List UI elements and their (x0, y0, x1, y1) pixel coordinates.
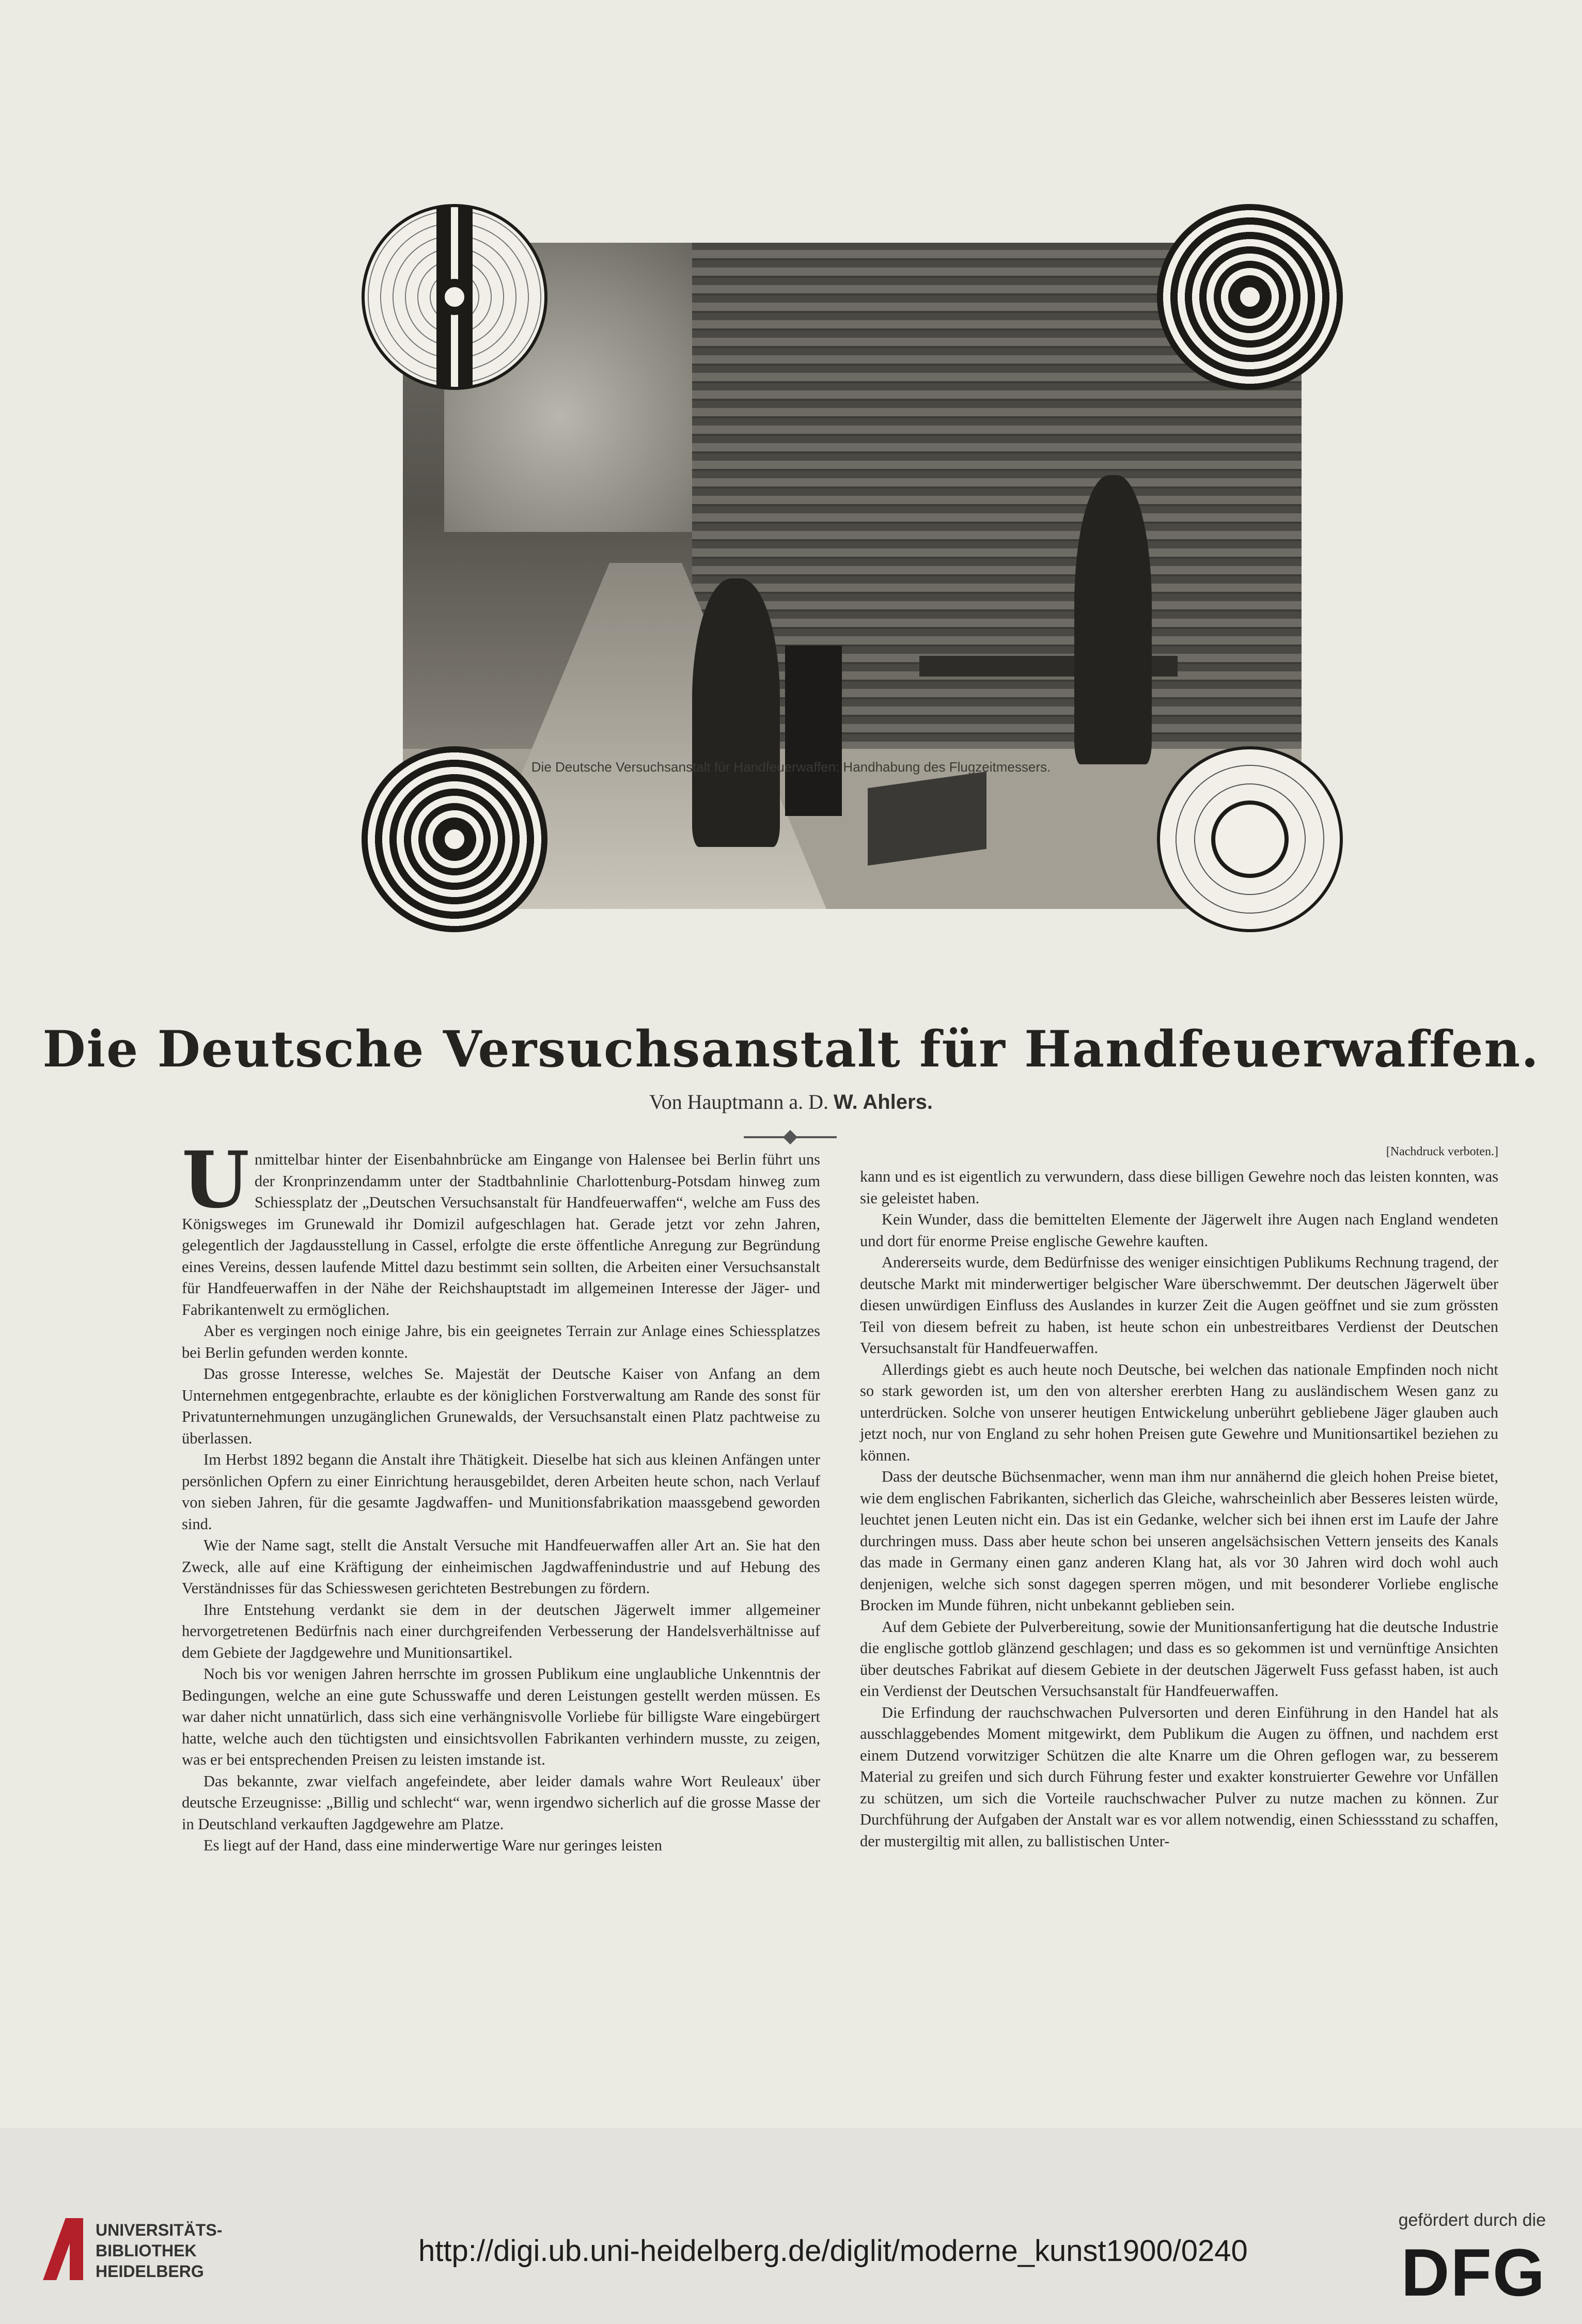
paragraph: Dass der deutsche Büchsenmacher, wenn man ihm nur annähernd die gleich hohen Preise bietet, wie dem englischen Fabrikanten, sicherlich das Gleiche, wahrscheinlich aber Besseres leisten würde, leuchtet jenen Leuten nicht ein. Das ist ein Gedanke, welcher sich bei ihnen erst im Laufe der Jahre durchringen muss. Dass aber heute schon bei unseren angelsächsischen Vettern jenseits des Kanals das made in Germany einen ganz anderen Klang hat, als vor 30 Jahren wird doch wohl auch denjenigen, welche sich sonst dagegen sperren mögen, und mit besonderer Vorliebe englische Brocken im Munde führen, nicht unbekannt geblieben sein. (860, 1468, 1498, 1614)
illustration (362, 204, 1343, 953)
paragraph: Allerdings giebt es auch heute noch Deutsche, bei welchen das nationale Empfinden noch nicht so stark geworden ist, um den von altersher ererbten Hang zu ausländischem Wesen ganz zu unterdrücken. Solche von unserer heutigen Entwickelung unberührt gebliebene Jäger glauben auch jetzt noch, nur von England zu sehr hohen Preisen gute Gewehre und Munitionsartikel beziehen zu können. (860, 1360, 1498, 1464)
article-title: Die Deutsche Versuchsanstalt für Handfeuerwaffen. (42, 1020, 1540, 1078)
dfg-logo: DFG (1401, 2235, 1546, 2310)
funded-by-label: gefördert durch die (1398, 2210, 1546, 2230)
chronograph-box (785, 646, 842, 816)
divider-ornament (744, 1136, 837, 1138)
reprint-notice: [Nachdruck verboten.] (1386, 1145, 1498, 1158)
permalink[interactable]: http://digi.ub.uni-heidelberg.de/diglit/moderne_kunst1900/0240 (418, 2234, 1248, 2268)
byline-prefix: Von Hauptmann a. D. (649, 1090, 829, 1113)
paragraph: Andererseits wurde, dem Bedürfnisse des weniger einsichtigen Publikums Rechnung tragend, der deutsche Markt mit minderwertiger belgischer Ware überschwemmt. Der deutschen Jägerwelt über diesen unwürdigen Einfluss des Auslandes in kurzer Zeit die Augen geöffnet und sie zum grössten Teil von diesem befreit zu haben, ist heute schon ein unbestreitbares Verdienst der Deutschen Versuchsanstalt für Handfeuerwaffen. (860, 1253, 1498, 1357)
paragraph: Wie der Name sagt, stellt die Anstalt Versuche mit Handfeuerwaffen aller Art an. Sie hat den Zweck, alle auf eine Kräftigung der einheimischen Jagdwaffenindustrie und auf Hebung des Verständnisses für das Schiesswesen gerichteten Bestrebungen zu fördern. (182, 1536, 820, 1597)
drop-cap: U (182, 1135, 249, 1226)
library-name: UNIVERSITÄTS- BIBLIOTHEK HEIDELBERG (96, 2221, 223, 2281)
author-name: W. Ahlers. (834, 1091, 933, 1113)
seated-man (692, 578, 780, 847)
paragraph: Im Herbst 1892 begann die Anstalt ihre Thätigkeit. Dieselbe hat sich aus kleinen Anfängen unter persönlichen Opfern zu einer Einrichtung herausgebildet, deren Arbeiten heute schon, nach Verlauf von sieben Jahren, für die gesamte Jagdwaffen- und Munitionsfabrikation maassgebend geworden sind. (182, 1451, 820, 1533)
footer-bar (0, 2128, 1582, 2324)
paragraph: Ihre Entstehung verdankt sie dem in der deutschen Jägerwelt immer allgemeiner hervorgetretenen Bedürfnis nach einer durchgreifenden Verbesserung der Handelsverhältnisse auf dem Gebiete der Jagdgewehre und Munitionsartikel. (182, 1600, 820, 1661)
paragraph: Noch bis vor wenigen Jahren herrschte im grossen Publikum eine unglaubliche Unkenntnis der Bedingungen, welche an eine gute Schusswaffe und deren Leistungen gestellt werden müssen. Es war daher nicht unnatürlich, dass sich eine verhängnisvolle Vorliebe für billigste Ware eingebürgert hatte, welche auch den tüchtigsten und einsichtsvollen Fabrikanten verhindern musste, zu zeigen, was er bei entsprechenden Preisen zu leisten imstande ist. (182, 1665, 820, 1768)
target-top-left-icon (362, 204, 547, 390)
paragraph: Es liegt auf der Hand, dass eine minderwertige Ware nur geringes leisten (203, 1836, 662, 1854)
paragraph-text: nmittelbar hinter der Eisenbahnbrücke am Eingange von Halensee bei Berlin führt uns der Kronprinzendamm unter der Stadtbahnlinie Charlottenburg-Potsdam hinweg zum Schiessplatz der „Deutschen Versuchsanstalt für Handfeuerwaffen“, welche am Fuss des Königsweges im Grunewald ihr Domizil aufgeschlagen hat. Gerade jetzt vor zehn Jahren, gelegentlich der Jagdausstellung in Cassel, erfolgte die erste öffentliche Anregung zur Begründung eines Vereins, dessen laufende Mittel dazu bestimmt sein sollten, die Arbeiten einer Versuchsanstalt für Handfeuerwaffen in der Nähe der Reichshauptstadt im allgemeinen Interesse der Jäger- und Fabrikantenwelt zu ermöglichen. (182, 1151, 820, 1318)
target-top-right-icon (1157, 204, 1343, 390)
paragraph: kann und es ist eigentlich zu verwundern, dass diese billigen Gewehre noch das leisten konnten, was sie geleistet haben. (860, 1168, 1498, 1207)
figure-caption: Die Deutsche Versuchsanstalt für Handfeuerwaffen: Handhabung des Flugzeitmessers. (531, 759, 1051, 775)
paragraph (182, 1135, 820, 1321)
paragraph: Die Erfindung der rauchschwachen Pulversorten und deren Einführung in den Handel hat als ausschlaggebendes Moment mitgewirkt, dem Publikum die Augen zu öffnen, und nachdem erst einem Dutzend vorwitziger Schützen die alte Knarre um die Ohren geflogen war, zu besserem Material zu greifen und sich durch Führung fester und exakter konstruierter Gewehre vor Unfällen zu schützen, um sich die Vorteile rauchschwacher Pulver zu nutze machen zu können. Zur Durchführung der Aufgaben der Anstalt war es vor allem notwendig, einen Schiessstand zu schaffen, der mustergiltig mit allen, zu ballistischen Unter- (860, 1703, 1498, 1850)
paragraph: Aber es vergingen noch einige Jahre, bis ein geeignetes Terrain zur Anlage eines Schiessplatzes bei Berlin gefunden werden konnte. (182, 1322, 820, 1361)
paragraph: Das bekannte, zwar vielfach angefeindete, aber leider damals wahre Wort Reuleaux' über deutsche Erzeugnisse: „Billig und schlecht“ war, wenn irgendwo sicherlich auf die grosse Masse der in Deutschland verkauften Jagdgewehre am Platze. (182, 1772, 820, 1833)
paragraph: Kein Wunder, dass die bemittelten Elemente der Jägerwelt ihre Augen nach England wendeten und dort für enorme Preise englische Gewehre kauften. (860, 1211, 1498, 1250)
university-library-logo-icon (54, 2218, 85, 2280)
right-column (860, 1141, 1498, 1852)
paragraph: Das grosse Interesse, welches Se. Majestät der Deutsche Kaiser von Anfang an dem Unternehmen entgegenbrachte, erlaubte es der königlichen Forstverwaltung am Rande des sonst für Privatunternehmungen unzugänglichen Grunewalds, der Versuchsanstalt einen Platz pachtweise zu überlassen. (182, 1365, 820, 1447)
byline (0, 1090, 1582, 1114)
left-column (182, 1135, 820, 1857)
standing-man (1074, 475, 1152, 764)
paragraph: Auf dem Gebiete der Pulverbereitung, sowie der Munitionsanfertigung hat die deutsche Industrie die englische gottlob glänzend geschlagen; und dass es so gekommen ist und vernünftige Ansichten über deutsches Fabrikat auf diesem Gebiete in der deutschen Jägerwelt Fuss gefasst haben, ist auch ein Verdienst der Deutschen Versuchsanstalt für Handfeuerwaffen. (860, 1618, 1498, 1700)
